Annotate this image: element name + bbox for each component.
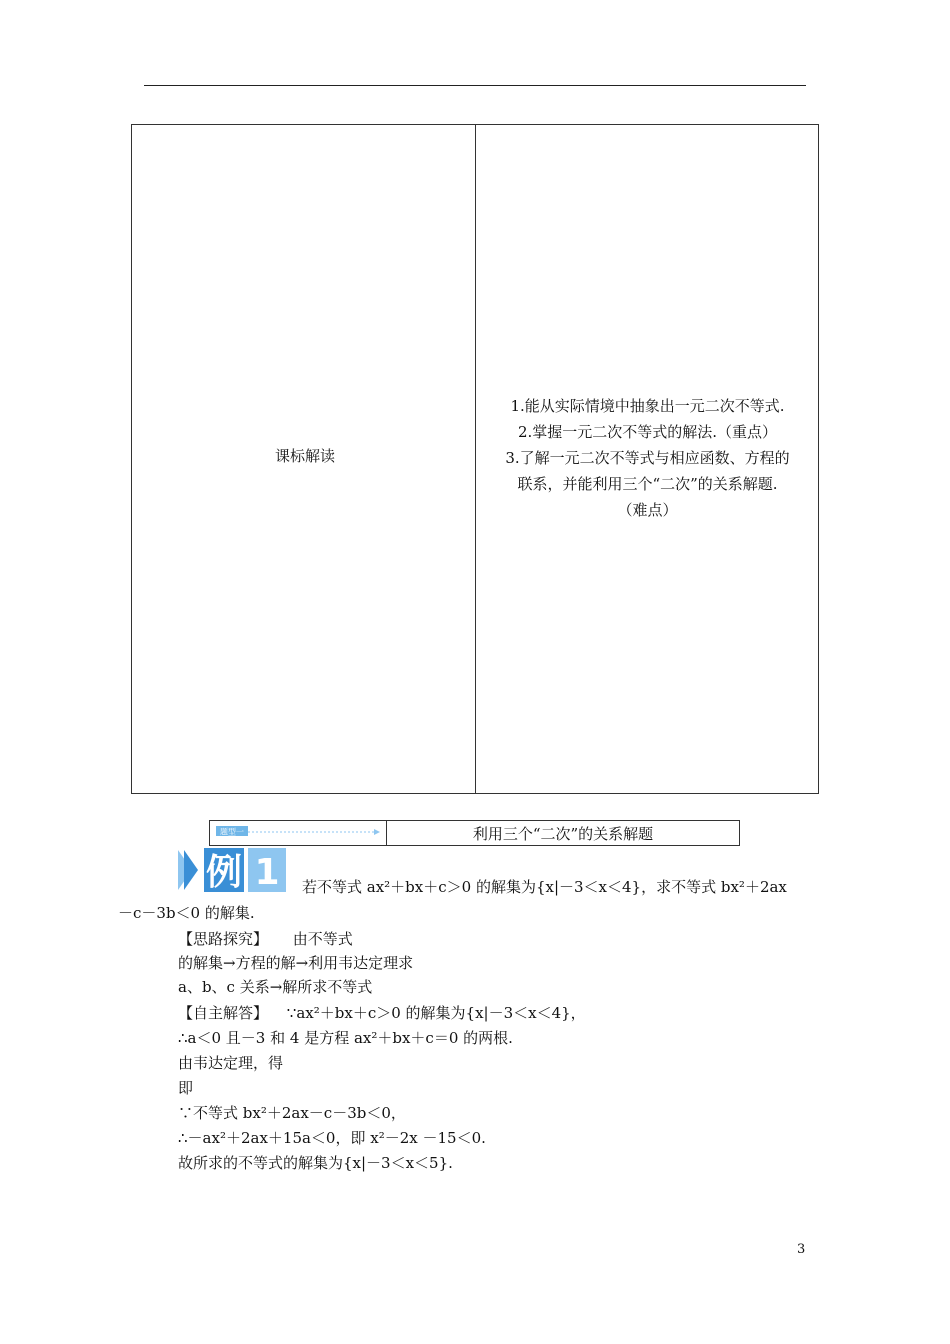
solution-line-2: ∴a＜0 且－3 和 4 是方程 ax²＋bx＋c＝0 的两根. — [178, 1029, 513, 1047]
objective-item: 1.能从实际情境中抽象出一元二次不等式. — [510, 397, 785, 415]
idea-line-2: 的解集→方程的解→利用韦达定理求 — [178, 954, 414, 972]
solution-label: 【自主解答】 — [178, 1004, 269, 1022]
idea-line — [178, 928, 353, 949]
solution-line-7: 故所求的不等式的解集为{x|－3＜x＜5}. — [178, 1154, 453, 1172]
svg-text:1: 1 — [254, 852, 280, 893]
objective-item: 联系，并能利用三个“二次”的关系解题. — [517, 475, 778, 493]
problem-line-1: 若不等式 ax²＋bx＋c＞0 的解集为{x|－3＜x＜4}，求不等式 bx²＋2ax — [302, 878, 787, 896]
idea-text-1: 由不等式 — [292, 930, 353, 948]
idea-label: 【思路探究】 — [178, 930, 269, 948]
topic-tag-text: 题型一 — [220, 827, 244, 837]
objective-item: 3.了解一元二次不等式与相应函数、方程的 — [505, 449, 790, 467]
idea-line-3: a、b、c 关系→解所求不等式 — [178, 978, 373, 996]
solution-line-5: ∵不等式 bx²＋2ax－c－3b＜0， — [178, 1104, 406, 1122]
objectives-table — [131, 124, 819, 794]
solution-text-1: ∵ax²＋bx＋c＞0 的解集为{x|－3＜x＜4}， — [286, 1004, 586, 1022]
solution-line-6: ∴－ax²＋2ax＋15a＜0，即 x²－2x －15＜0. — [178, 1129, 486, 1147]
objective-item: 2.掌握一元二次不等式的解法.（重点） — [517, 423, 778, 441]
solution-line-4: 即 — [178, 1079, 194, 1097]
example-badge-icon — [178, 846, 288, 894]
header-rule — [144, 85, 806, 86]
table-left-label: 课标解读 — [274, 447, 335, 465]
topic-title: 利用三个“二次”的关系解题 — [472, 825, 654, 843]
topic-tag-icon — [210, 821, 385, 845]
solution-line-3: 由韦达定理，得 — [178, 1054, 284, 1072]
topic-bar — [209, 820, 740, 846]
page-number: 3 — [797, 1242, 806, 1257]
svg-text:例: 例 — [205, 852, 243, 893]
problem-line-2: －c－3b＜0 的解集. — [118, 904, 255, 922]
solution-line — [178, 1002, 586, 1023]
objectives-list — [476, 393, 819, 523]
objective-item: （难点） — [617, 501, 678, 519]
